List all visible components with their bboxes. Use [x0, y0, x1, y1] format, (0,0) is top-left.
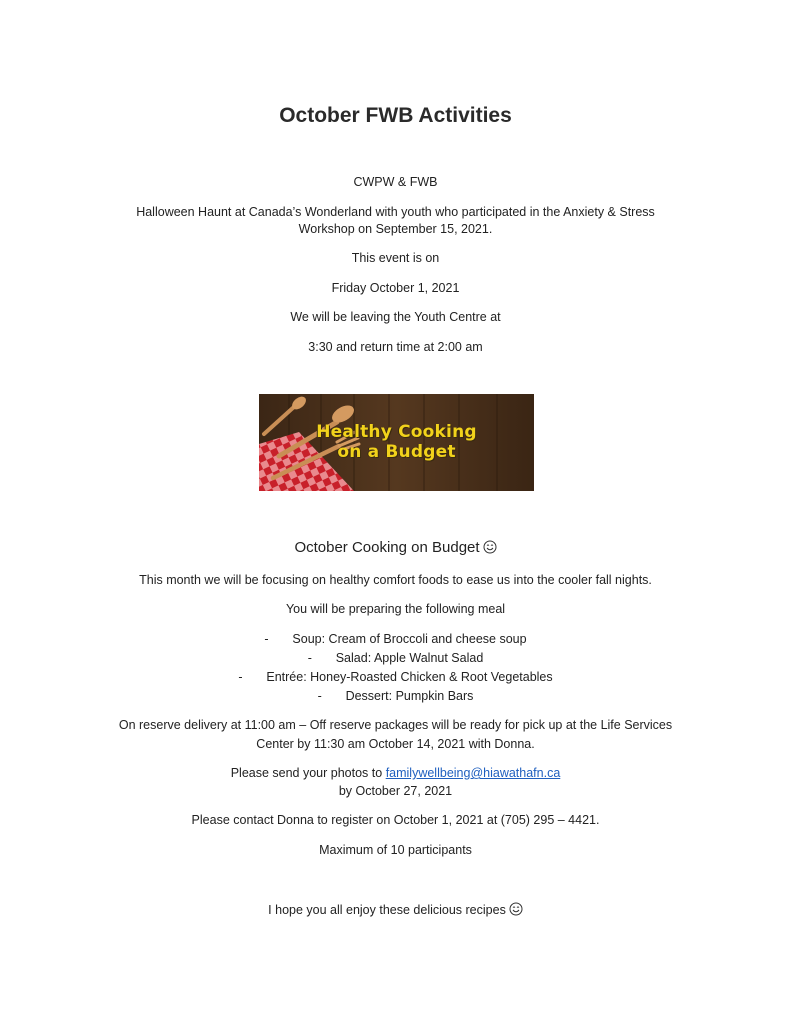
list-dash: -: [238, 670, 243, 684]
list-dash: -: [317, 689, 322, 703]
delivery-line1: On reserve delivery at 11:00 am – Off reserve packages will be ready for pick up at the Life Services: [118, 718, 673, 732]
smiley-icon: [483, 540, 497, 554]
menu-item-text: Salad: Apple Walnut Salad: [335, 651, 484, 665]
menu-item-text: Dessert: Pumpkin Bars: [345, 689, 474, 703]
closing-line: [0, 901, 791, 920]
event-leaving: We will be leaving the Youth Centre at: [290, 310, 501, 324]
photos-prefix: Please send your photos to: [230, 766, 383, 780]
delivery-line2: Center by 11:30 am October 14, 2021 with Donna.: [256, 737, 535, 751]
event-date: Friday October 1, 2021: [331, 281, 460, 295]
event-org: CWPW & FWB: [353, 175, 438, 189]
menu-item: [0, 668, 791, 687]
contact-line: Please contact Donna to register on October 1, 2021 at (705) 295 – 4421.: [191, 813, 600, 827]
banner-line1: Healthy Cooking: [316, 422, 477, 442]
healthy-cooking-banner: [259, 394, 534, 491]
photos-line: [0, 764, 791, 783]
max-participants: Maximum of 10 participants: [319, 843, 472, 857]
event-description-line2: Workshop on September 15, 2021.: [298, 222, 493, 236]
banner-line2: on a Budget: [337, 442, 456, 462]
cooking-heading: [0, 539, 791, 556]
closing-text: I hope you all enjoy these delicious recipes: [268, 903, 506, 917]
menu-item-text: Entrée: Honey-Roasted Chicken & Root Vegetables: [266, 670, 553, 684]
cooking-heading-text: October Cooking on Budget: [294, 539, 480, 556]
cooking-preparing: You will be preparing the following meal: [285, 602, 506, 616]
menu-item: [0, 649, 791, 668]
cooking-intro: This month we will be focusing on healthy comfort foods to ease us into the cooler fall nights.: [139, 573, 652, 587]
photos-deadline: by October 27, 2021: [338, 784, 453, 798]
page-title: October FWB Activities: [279, 104, 512, 127]
event-description-line1: Halloween Haunt at Canada’s Wonderland with youth who participated in the Anxiety & Stress: [136, 205, 655, 219]
event-times: 3:30 and return time at 2:00 am: [308, 340, 483, 354]
smiley-icon: [509, 902, 523, 916]
event-on-label: This event is on: [351, 251, 440, 265]
list-dash: -: [307, 651, 312, 665]
email-link[interactable]: familywellbeing@hiawathafn.ca: [385, 766, 561, 780]
list-dash: -: [264, 632, 269, 646]
menu-item-text: Soup: Cream of Broccoli and cheese soup: [292, 632, 527, 646]
menu-item: [0, 687, 791, 706]
menu-item: [0, 630, 791, 649]
